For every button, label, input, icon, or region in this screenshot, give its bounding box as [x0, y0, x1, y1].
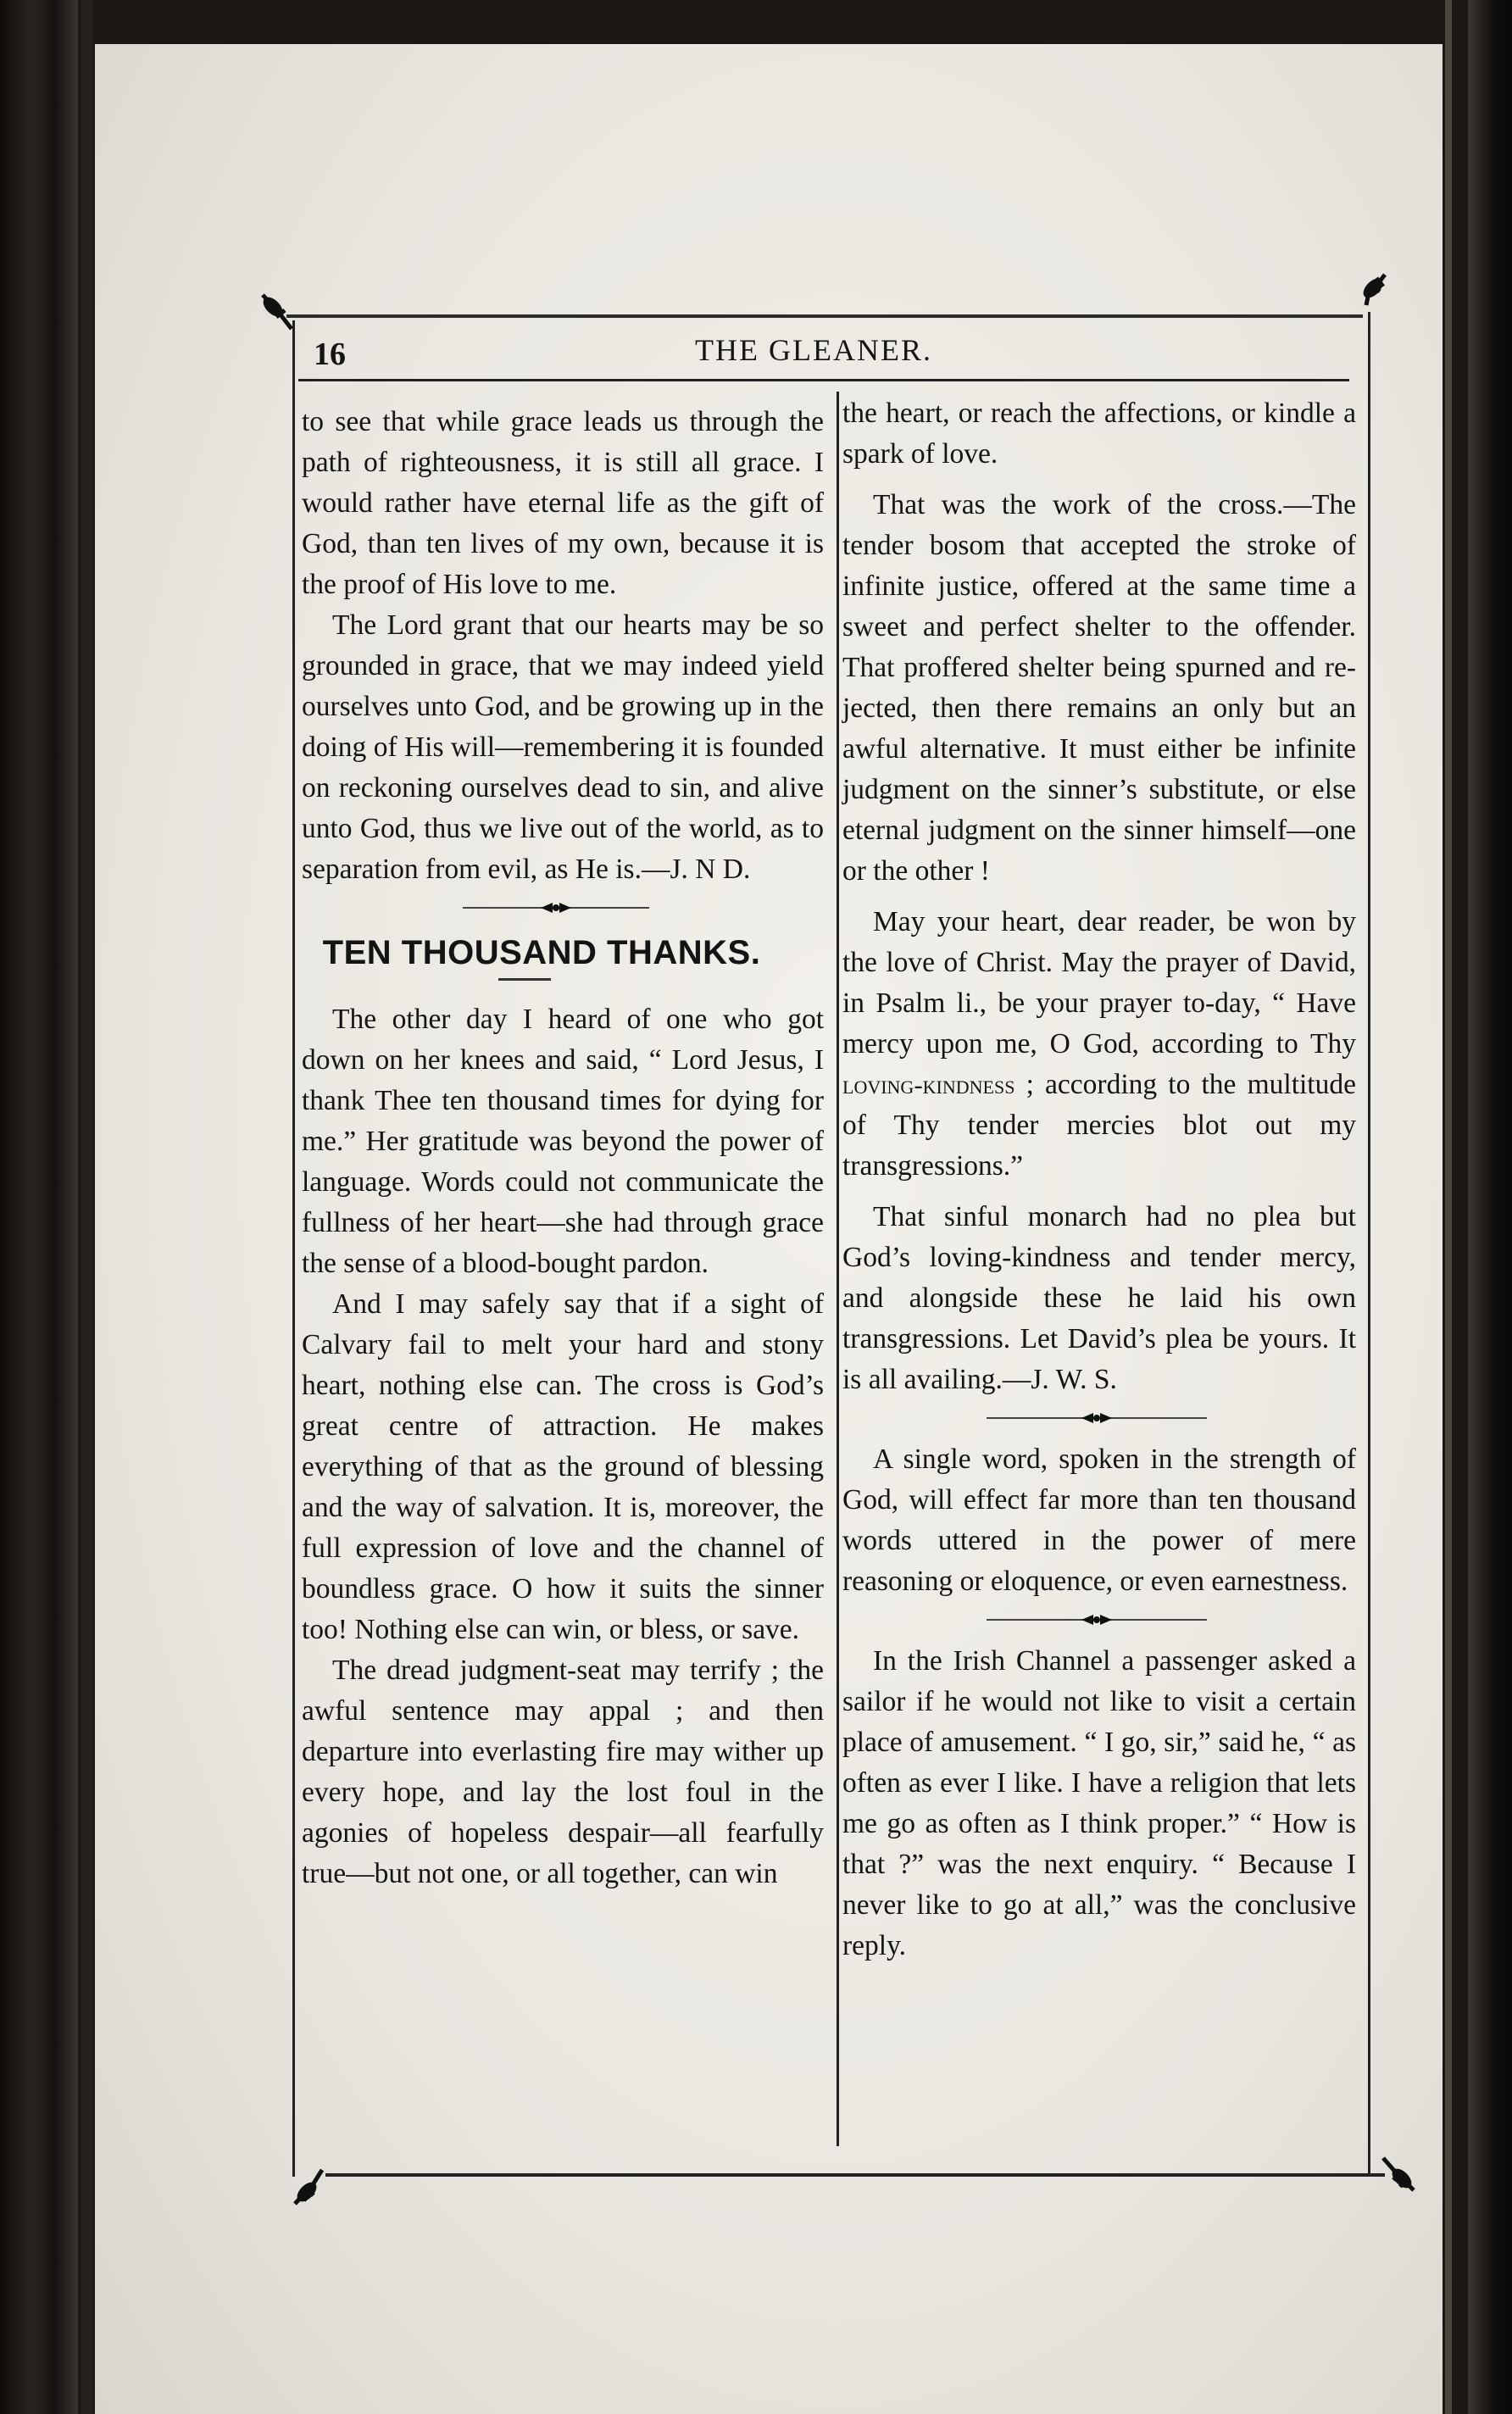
column-divider [837, 392, 839, 2146]
book-spine [0, 0, 78, 2414]
paragraph: That sinful monarch had no plea but God’s loving-kindness and tender mercy, and alongside these he laid his own transgressions. Let David’s plea be yours. It is all availing.—J. W. S. [842, 1201, 1356, 1395]
paragraph: In the Irish Channel a passenger asked a sailor if he would not like to visit a certain place of amusement. “ I go, sir,” said he, “ as often as ever I like. I have a religion that lets me go as often as I think proper.” “ How is that ?” was the next enquiry. “ Because I never like to go at all,” was the conclusive reply. [842, 1645, 1356, 1961]
leaf-ornament-icon [1342, 268, 1393, 319]
paragraph: That was the work of the cross.—The tender bosom that accepted the stroke of infinite justice, offered at the same time a sweet and perfect shelter to the offender. That proffered shelter being spurned and rejected, then there remains an only but an awful alternative. It must either be infinite judgment on the sinner’s substitute, or else eternal judgment on the sinner himself—one or the other ! [842, 489, 1356, 887]
ornamental-separator [842, 1607, 1356, 1633]
binding-edge [81, 0, 93, 2414]
paragraph: to see that while grace leads us through the path of righteousness, it is still all grace. I would rather have eternal life as the gift of God, than ten lives of my own, because it is the proof of His love to me. [302, 406, 824, 600]
paragraph-text: May your heart, dear reader, be won by the love of Christ. May the prayer of David, in Psalm li., be your prayer to-day, “ Have mercy upon me, O God, according to Thy [842, 906, 1356, 1060]
left-column [302, 402, 824, 1894]
heading-underline [498, 978, 551, 981]
paragraph: And I may safely say that if a sight of Calvary fail to melt your hard and stony heart, nothing else can. The cross is God’s great centre of attraction. He makes everything of that as the ground of blessing and the way of salvation. It is, moreover, the full expression of love and the channel of boundless grace. O how it suits the sinner too! Nothing else can win, or bless, or save. [302, 1288, 824, 1645]
paragraph [842, 902, 1356, 1187]
paragraph: The Lord grant that our hearts may be so grounded in grace, that we may indeed yield ourselves unto God, and be growing up in the doing of His will—remembering it is founded on reckoning ourselves dead to sin, and alive unto God, thus we live out of the world, as to separation from evil, as He is.—J. N D. [302, 609, 824, 885]
paragraph: The dread judgment-seat may terrify ; the awful sentence may appal ; and then departure into everlasting fire may wither up every hope, and lay the lost foul in the agonies of hopeless despair—all fearfully true—but not one, or all together, can win [302, 1655, 824, 1889]
header-rule [298, 379, 1349, 381]
frame-left-rule [292, 320, 295, 2177]
ornamental-separator [302, 895, 824, 921]
article-heading: TEN THOUSAND THANKS. [322, 934, 761, 971]
running-title: THE GLEANER. [695, 333, 932, 367]
frame-top-rule [286, 314, 1363, 318]
small-caps-text: loving-kindness [842, 1070, 1015, 1099]
leaf-ornament-icon [288, 2160, 339, 2211]
right-page-edge [1445, 0, 1452, 2414]
leaf-ornament-icon [1370, 2146, 1420, 2197]
right-binding [1468, 0, 1512, 2414]
leaf-ornament-icon [254, 288, 305, 339]
paragraph: A single word, spoken in the strength of God, will effect far more than ten thousand words uttered in the power of mere reasoning or eloquence, or even earnestness. [842, 1443, 1356, 1597]
paragraph: The other day I heard of one who got down on her knees and said, “ Lord Jesus, I thank Thee ten thousand times for dying for me.” Her gratitude was beyond the power of language. Words could not communicate the fullness of her heart—she had through grace the sense of a blood-bought pardon. [302, 1004, 824, 1279]
ornamental-separator [842, 1405, 1356, 1431]
paragraph-text: ; according to the multitude of Thy tender mercies blot out my transgressions.” [842, 1069, 1356, 1182]
paragraph: the heart, or reach the affections, or kindle a spark of love. [842, 398, 1356, 470]
frame-right-rule [1368, 312, 1370, 2177]
page-number: 16 [314, 337, 346, 372]
right-column [842, 393, 1356, 1966]
frame-bottom-rule [325, 2173, 1385, 2177]
